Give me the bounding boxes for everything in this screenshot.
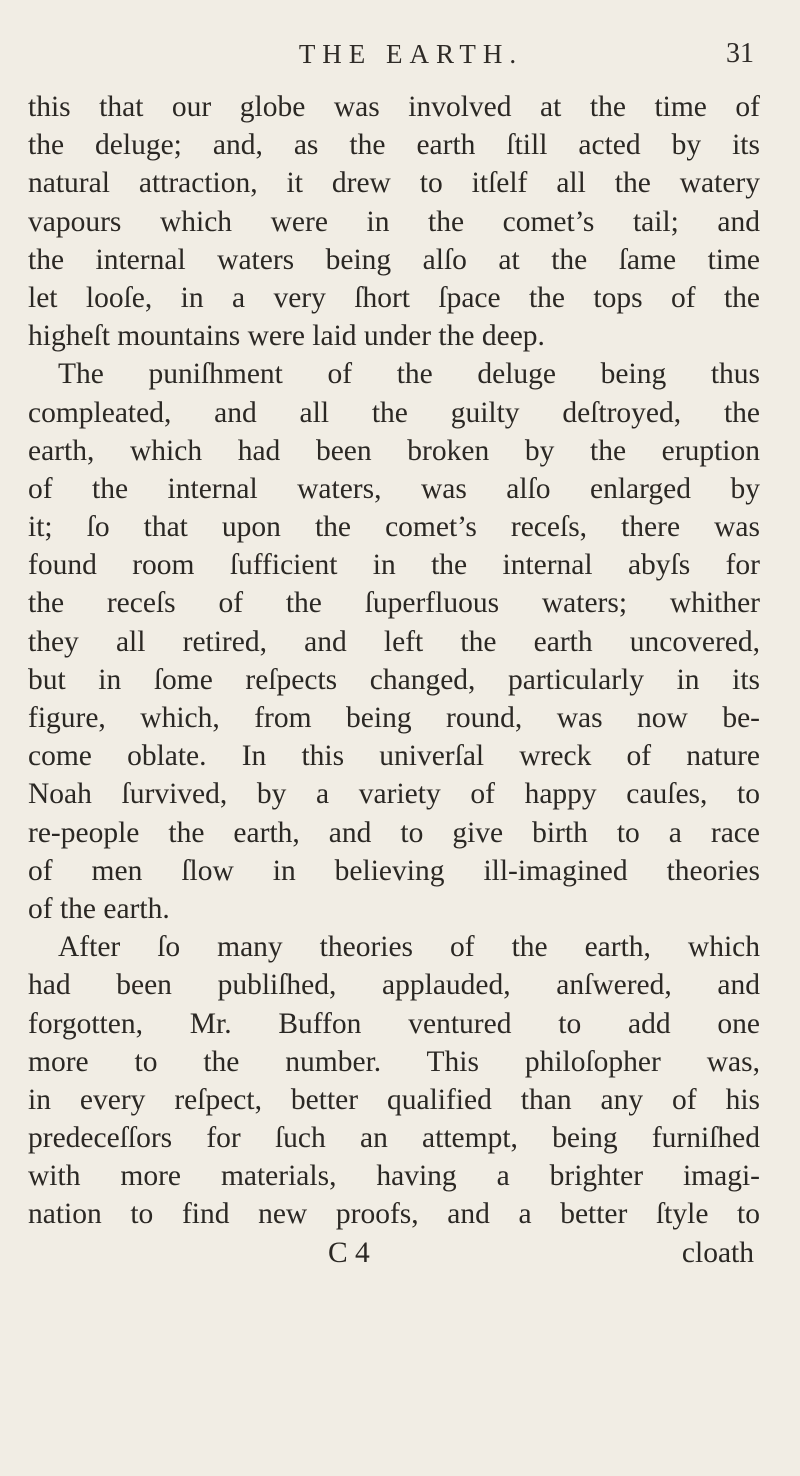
text-line: compleated, and all the guilty deſtroyed, the bbox=[28, 396, 760, 429]
text-line: more to the number. This philoſopher was, bbox=[28, 1045, 760, 1078]
text-line: the receſs of the ſuperfluous waters; whither bbox=[28, 587, 760, 620]
page-footer bbox=[28, 1234, 760, 1272]
text-line: they all retired, and left the earth uncovered, bbox=[28, 625, 760, 658]
text-line: with more materials, having a brighter imagi- bbox=[28, 1160, 760, 1193]
text-line: found room ſufficient in the internal abyſs for bbox=[28, 549, 760, 582]
text-line: let looſe, in a very ſhort ſpace the tops of the bbox=[28, 281, 760, 314]
text-line: of the internal waters, was alſo enlarged by bbox=[28, 472, 760, 505]
text-line: but in ſome reſpects changed, particularly in its bbox=[28, 663, 760, 696]
text-line: re-people the earth, and to give birth to a race bbox=[28, 816, 760, 849]
text-line: The puniſhment of the deluge being thus bbox=[58, 358, 760, 391]
running-head bbox=[28, 38, 760, 88]
text-line: of the earth. bbox=[28, 892, 170, 925]
text-line: of men ſlow in believing ill-imagined theories bbox=[28, 854, 760, 887]
text-line: higheſt mountains were laid under the deep. bbox=[28, 320, 545, 353]
text-line: forgotten, Mr. Buffon ventured to add one bbox=[28, 1007, 760, 1040]
text-line: earth, which had been broken by the eruption bbox=[28, 434, 760, 467]
running-title: THE EARTH. bbox=[298, 39, 524, 69]
catchword: cloath bbox=[681, 1236, 754, 1269]
text-line: After ſo many theories of the earth, which bbox=[58, 931, 760, 964]
text-line: in every reſpect, better qualified than any of his bbox=[28, 1083, 760, 1116]
body-text bbox=[28, 88, 760, 1234]
text-line: the deluge; and, as the earth ſtill acted by its bbox=[28, 129, 760, 162]
page-number: 31 bbox=[726, 38, 754, 69]
text-line: come oblate. In this univerſal wreck of nature bbox=[28, 740, 760, 773]
text-line: this that our globe was involved at the time of bbox=[28, 91, 760, 123]
signature-mark: C 4 bbox=[328, 1236, 370, 1269]
text-line: Noah ſurvived, by a variety of happy cauſes, to bbox=[28, 778, 760, 811]
text-line: predeceſſors for ſuch an attempt, being furniſhed bbox=[28, 1122, 760, 1155]
text-line: figure, which, from being round, was now be- bbox=[28, 702, 760, 734]
text-line: nation to find new proofs, and a better ſtyle to bbox=[28, 1198, 760, 1231]
text-line: vapours which were in the comet’s tail; and bbox=[28, 205, 760, 238]
text-line: natural attraction, it drew to itſelf all the watery bbox=[28, 167, 760, 200]
text-line: had been publiſhed, applauded, anſwered, and bbox=[28, 969, 760, 1002]
text-line: it; ſo that upon the comet’s receſs, there was bbox=[28, 511, 760, 544]
text-line: the internal waters being alſo at the ſame time bbox=[28, 243, 760, 276]
